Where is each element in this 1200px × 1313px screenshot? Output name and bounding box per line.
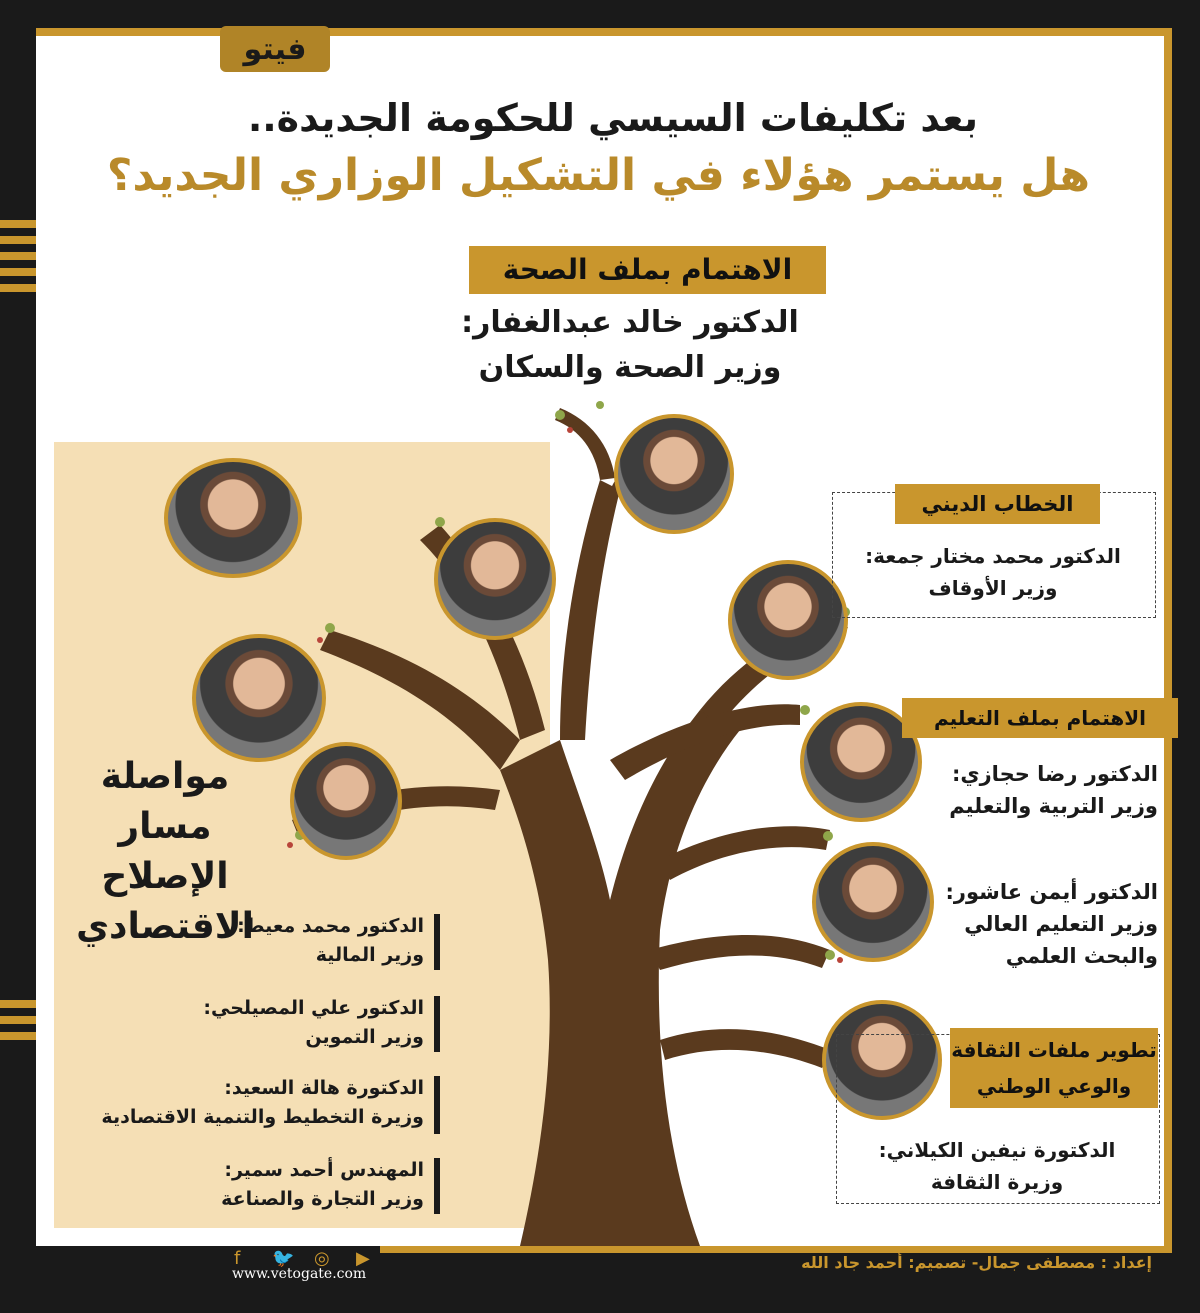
religion-minister-name: الدكتور محمد مختار جمعة: (865, 544, 1121, 568)
economy-heading-line: مواصلة (100, 756, 230, 797)
twitter-icon[interactable]: 🐦 (272, 1248, 295, 1269)
portrait-supply-minister (164, 458, 302, 578)
minister-name: الدكتورة هالة السعيد: (224, 1077, 424, 1099)
higher-education-minister-role: وزير التعليم العالي (964, 912, 1158, 936)
culture-minister-name: الدكتورة نيفين الكيلاني: (878, 1138, 1116, 1162)
portrait-awqaf-minister (728, 560, 848, 680)
education-minister (949, 758, 1158, 822)
health-minister (440, 300, 820, 390)
youtube-icon[interactable]: ▶ (356, 1248, 370, 1269)
portrait-higher-education-minister (812, 842, 934, 962)
religion-minister-role: وزير الأوقاف (928, 576, 1058, 600)
list-item (221, 1156, 424, 1214)
education-minister-role: وزير التربية والتعليم (949, 794, 1158, 818)
portrait-trade-minister (290, 742, 402, 860)
list-marker (434, 914, 440, 970)
religion-tag: الخطاب الديني (895, 484, 1100, 524)
culture-tag (950, 1028, 1158, 1108)
logo: فيتو (220, 26, 330, 72)
religion-minister (840, 540, 1146, 604)
portrait-finance-minister (434, 518, 556, 640)
minister-role: وزير التجارة والصناعة (221, 1188, 424, 1210)
culture-minister-role: وزيرة الثقافة (930, 1170, 1064, 1194)
minister-role: وزير المالية (315, 944, 424, 966)
health-minister-name: الدكتور خالد عبدالغفار: (461, 305, 799, 340)
higher-education-minister-role: والبحث العلمي (1005, 944, 1158, 968)
education-tag: الاهتمام بملف التعليم (902, 698, 1178, 738)
website-link[interactable]: www.vetogate.com (232, 1266, 367, 1282)
minister-name: المهندس أحمد سمير: (224, 1159, 424, 1181)
subheadline: هل يستمر هؤلاء في التشكيل الوزاري الجديد؟ (106, 150, 1090, 201)
portrait-health-minister (614, 414, 734, 534)
minister-name: الدكتور علي المصيلحي: (203, 997, 424, 1019)
health-minister-role: وزير الصحة والسكان (478, 350, 782, 385)
culture-tag-line: والوعي الوطني (976, 1074, 1132, 1098)
education-minister-name: الدكتور رضا حجازي: (951, 762, 1158, 786)
instagram-icon[interactable]: ◎ (314, 1248, 330, 1269)
economy-heading-line: الاقتصادي (76, 906, 254, 947)
health-tag: الاهتمام بملف الصحة (469, 246, 826, 294)
facebook-icon[interactable]: f (234, 1248, 241, 1269)
portrait-planning-minister (192, 634, 326, 762)
economy-heading-line: مسار الإصلاح (101, 806, 229, 897)
list-item (237, 912, 424, 970)
list-marker (434, 996, 440, 1052)
headline: بعد تكليفات السيسي للحكومة الجديدة.. (247, 96, 978, 140)
higher-education-minister (946, 876, 1158, 972)
culture-tag-line: تطوير ملفات الثقافة (951, 1038, 1157, 1062)
culture-minister (842, 1134, 1152, 1198)
minister-role: وزيرة التخطيط والتنمية الاقتصادية (101, 1106, 424, 1128)
list-marker (434, 1076, 440, 1134)
credits: إعداد : مصطفى جمال- تصميم: أحمد جاد الله (801, 1253, 1152, 1272)
minister-name: الدكتور محمد معيط: (237, 915, 424, 937)
list-item (203, 994, 424, 1052)
higher-education-minister-name: الدكتور أيمن عاشور: (945, 880, 1158, 904)
list-marker (434, 1158, 440, 1214)
minister-role: وزير التموين (305, 1026, 424, 1048)
list-item (101, 1074, 424, 1132)
